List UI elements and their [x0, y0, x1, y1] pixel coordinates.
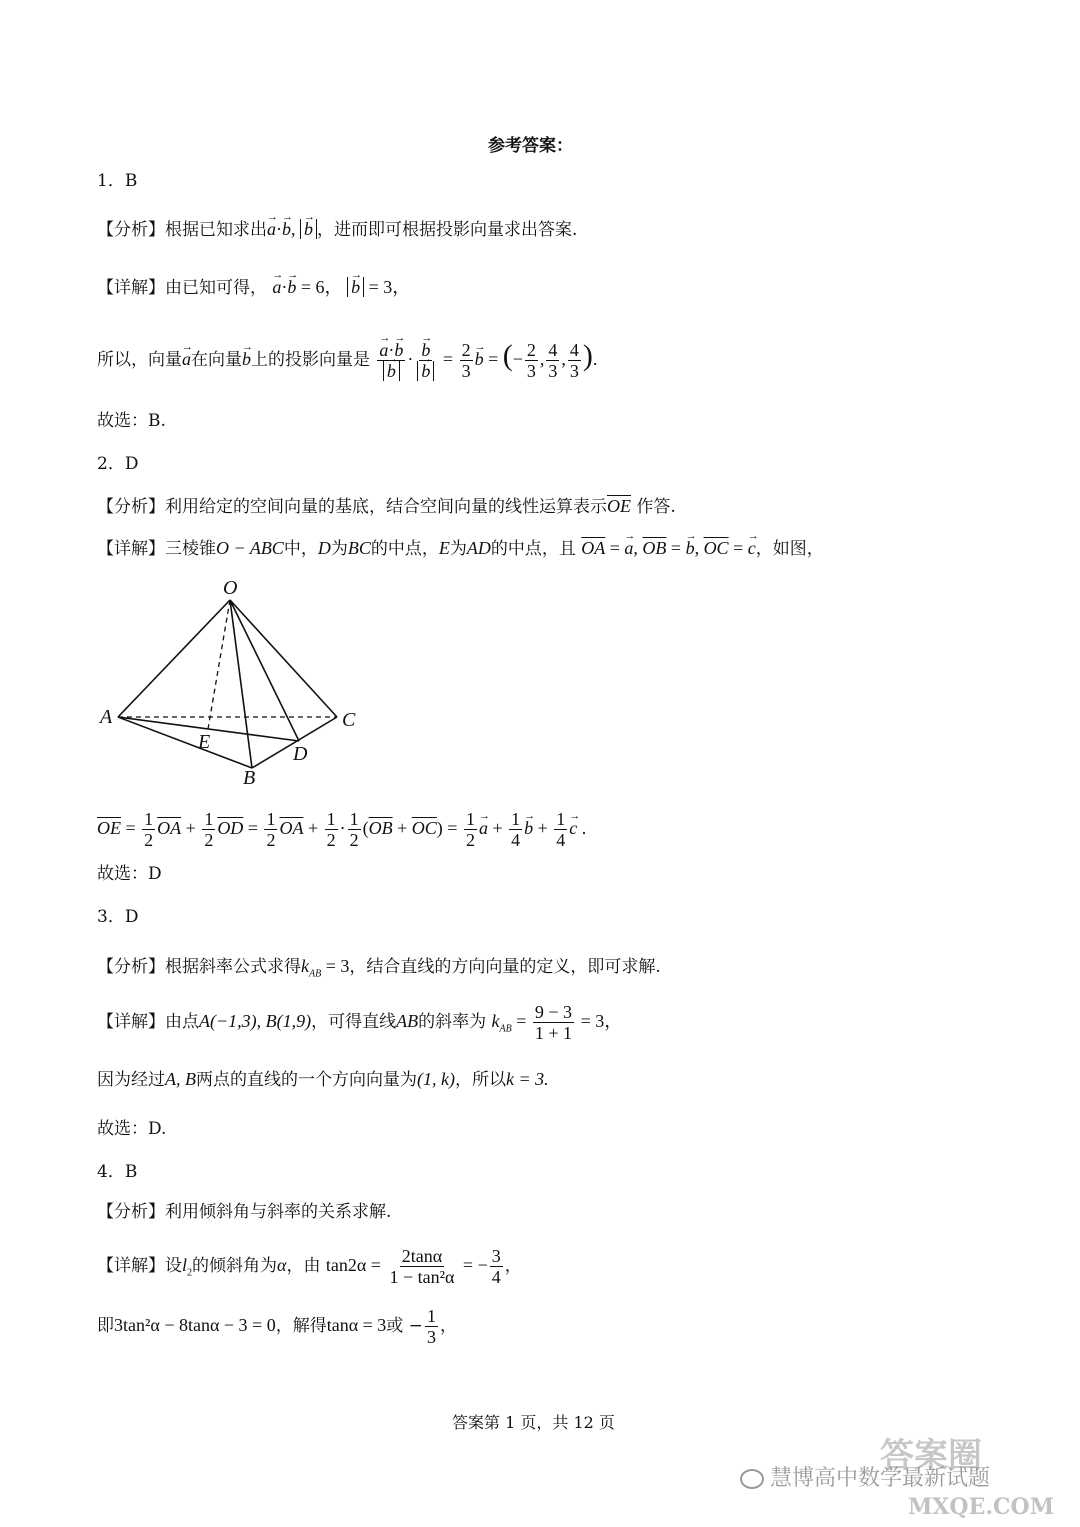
detail-tag: 【详解】 [97, 539, 165, 559]
q2-analysis: 【分析】利用给定的空间向量的基底，结合空间向量的线性运算表示$\overline{OE}$ 作答. [97, 496, 676, 517]
analysis-tag: 【分析】 [97, 220, 165, 240]
watermark: 慧博高中数学最新试题 [740, 1461, 990, 1492]
edge-AB [118, 717, 252, 768]
q1-detail: 【详解】由已知可得， → a·→ b = 6， → b = 3， [97, 274, 410, 301]
q2-detail: 【详解】三棱锥O − ABC中，D为BC的中点，E为AD的中点，且 $\overline{OA}$ = → a, $\overline{OB}$ = → b, $\overline{OC}$ = → c，如图， [97, 535, 824, 562]
analysis-tag: 【分析】 [97, 497, 165, 517]
analysis-tag: 【分析】 [97, 957, 165, 977]
answer-1-head: 1．B [97, 171, 138, 191]
analysis-tag: 【分析】 [97, 1202, 165, 1222]
edge-OD [230, 600, 299, 741]
answer-4-head: 4．B [97, 1162, 138, 1182]
label-A: A [100, 706, 113, 728]
detail-tag: 【详解】 [97, 278, 165, 298]
q4-solve: 即3tan²α − 8tanα − 3 = 0，解得tanα = 3或 − $\frac{1}{3}$ ， [97, 1306, 457, 1347]
q2-choice: 故选：D [97, 864, 162, 884]
q3-detail: 【详解】由点A(−1,3), B(1,9)，可得直线AB的斜率为 $k_{AB}$ = $\frac{9 - 3}{1 + 1}$ = 3， [97, 1002, 623, 1044]
q1-projection: 所以，向量→ a在向量→ b上的投影向量是 → a·→ b → b · → b → b = $\frac{2}{3}$ → b = (− $\frac{2}{3}$ , $\frac{4}{3}$ , $\frac{4}{3}$ ). [97, 326, 597, 386]
answer-2-head: 2．D [97, 454, 139, 474]
edge-OC [230, 600, 337, 717]
detail-tag: 【详解】 [97, 1012, 165, 1032]
q4-analysis: 【分析】利用倾斜角与斜率的关系求解. [97, 1202, 392, 1222]
page-footer: 答案第 1 页，共 12 页 [452, 1413, 615, 1432]
q3-because: 因为经过A, B两点的直线的一个方向向量为(1, k)，所以k = 3. [97, 1069, 549, 1090]
watermark-site: MXQE.COM [908, 1494, 1055, 1520]
answer-3-head: 3．D [97, 907, 139, 927]
label-E: E [198, 731, 211, 753]
edge-OB [230, 600, 252, 768]
q3-analysis: 【分析】根据斜率公式求得$k_{AB} = 3$，结合直线的方向向量的定义，即可求解. [97, 956, 661, 980]
page-title: 参考答案： [488, 136, 573, 156]
q3-choice: 故选：D. [97, 1119, 167, 1139]
q4-detail: 【详解】设$l_2$的倾斜角为α，由 tan2α = $\frac{2\tan\alpha}{\text{1 − tan²α}}$ = − $\frac{3}{4}$ ， [97, 1246, 522, 1288]
q2-equation: $\overline{OE}$ = $\frac{1}{2}$ $\overline{OA}$ + $\frac{1}{2}$ $\overline{OD}$ = $\frac{1}{2}$ $\overline{OA}$ + $\frac{1}{2}$ · $\frac{1}{2}$ $(\overline{OB} + \overline{OC})$ = $\frac{1}{2}$ → a + $\frac{1}{4}$ → b + $\frac{1}{4}$ → c . [97, 800, 586, 856]
detail-tag: 【详解】 [97, 1256, 165, 1276]
label-O: O [223, 577, 238, 599]
wechat-icon [740, 1469, 764, 1489]
pyramid-diagram [92, 570, 372, 790]
label-B: B [243, 767, 256, 789]
q1-choice: 故选：B. [97, 411, 166, 431]
q1-analysis: 【分析】根据已知求出→ a·→ b, → b ，进而即可根据投影向量求出答案. [97, 216, 577, 243]
label-D: D [293, 743, 308, 765]
label-C: C [342, 709, 356, 731]
watermark-logo: 答案圈 [880, 1436, 982, 1476]
